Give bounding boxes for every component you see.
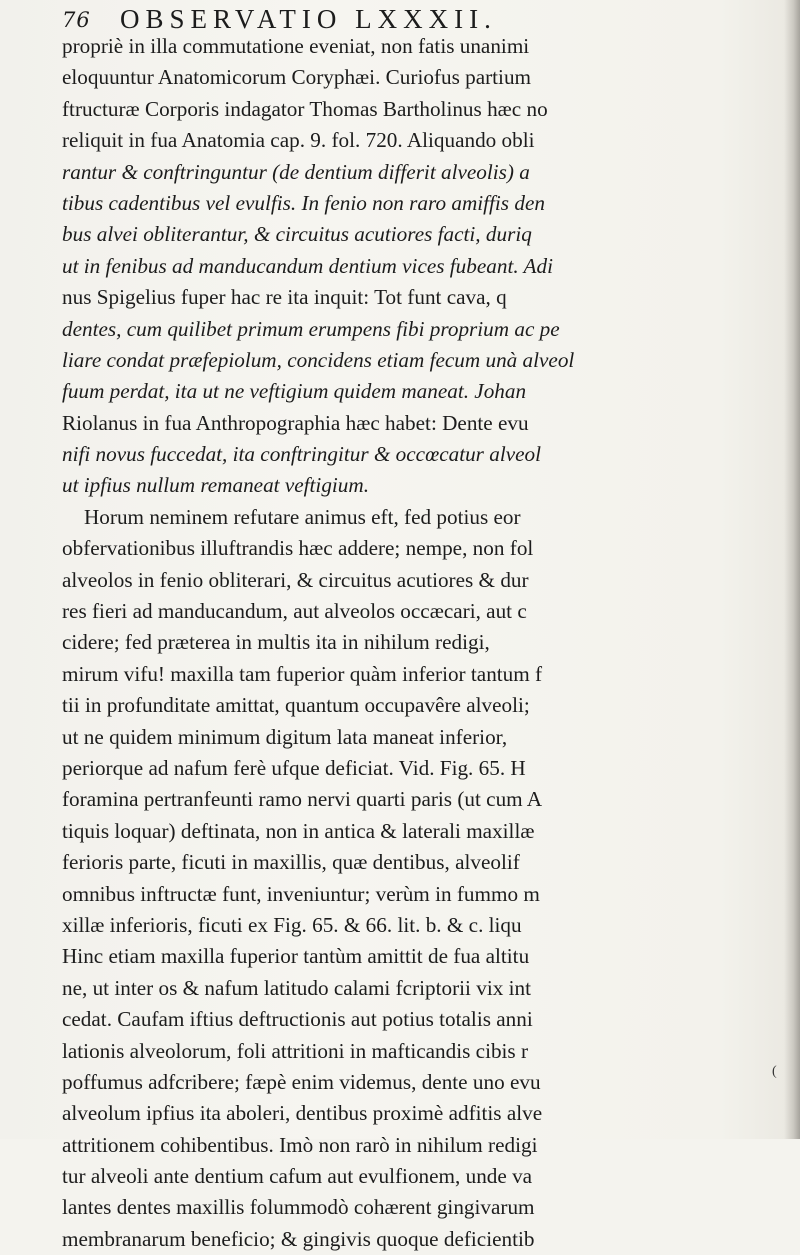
text-line: mirum vifu! maxilla tam fuperior quàm inferior tantum f — [62, 661, 543, 686]
text-line: membranarum beneficio; & gingivis quoque deficientib — [62, 1226, 535, 1251]
text-line: ftructuræ Corporis indagator Thomas Bartholinus hæc no — [62, 96, 548, 121]
text-line: cidere; fed præterea in multis ita in nihilum redigi, — [62, 630, 490, 655]
text-line: ferioris parte, ficuti in maxillis, quæ dentibus, alveolif — [62, 850, 520, 875]
text-line: dentes, cum quilibet primum erumpens fibi proprium ac pe — [62, 316, 560, 341]
text-line: ut in fenibus ad manducandum dentium vices fubeant. Adi — [62, 253, 553, 278]
text-line: propriè in illa commutatione eveniat, non fatis unanimi — [62, 34, 530, 58]
text-line: obfervationibus illuftrandis hæc addere; nempe, non fol — [62, 536, 534, 561]
text-line: lantes dentes maxillis folummodò cohærent gingivarum — [62, 1195, 535, 1220]
text-line: omnibus inftructæ funt, inveniuntur; verùm in fummo m — [62, 881, 540, 906]
text-line: eloquuntur Anatomicorum Coryphæi. Curiofus partium — [62, 65, 532, 90]
text-line: reliquit in fua Anatomia cap. 9. fol. 720. Aliquando obli — [62, 128, 535, 153]
text-line: fuum perdat, ita ut ne veftigium quidem maneat. Johan — [62, 379, 527, 404]
text-line: res fieri ad manducandum, aut alveolos occæcari, aut c — [62, 599, 527, 624]
text-line: nus Spigelius fuper hac re ita inquit: Tot funt cava, q — [62, 285, 507, 310]
text-line: ne, ut inter os & nafum latitudo calami fcriptorii vix int — [62, 975, 531, 1000]
text-line: Horum neminem refutare animus eft, fed potius eor — [84, 504, 521, 529]
catchword: ( — [772, 1064, 777, 1079]
text-line: tii in profunditate amittat, quantum occupavêre alveoli; — [62, 693, 530, 718]
text-line: alveolum ipfius ita aboleri, dentibus proximè adfitis alve — [62, 1101, 543, 1126]
binding-shadow — [784, 0, 800, 1139]
text-line: cedat. Caufam iftius deftructionis aut potius totalis anni — [62, 1007, 533, 1032]
page-number: 76 — [62, 8, 91, 32]
text-line: attritionem cohibentibus. Imò non rarò in nihilum redigi — [62, 1132, 538, 1157]
text-line: xillæ inferioris, ficuti ex Fig. 65. & 66. lit. b. & c. liqu — [62, 912, 522, 937]
text-line: Riolanus in fua Anthropographia hæc habet: Dente evu — [62, 410, 529, 435]
running-title: OBSERVATIO LXXXII. — [120, 4, 497, 34]
text-line: nifi novus fuccedat, ita conftringitur & occœcatur alveol — [62, 442, 541, 467]
text-line: tur alveoli ante dentium cafum aut evulfionem, unde va — [62, 1164, 533, 1189]
page-header — [56, 2, 786, 32]
text-line: foramina pertranfeunti ramo nervi quarti paris (ut cum A — [62, 787, 543, 812]
text-line: alveolos in fenio obliterari, & circuitus acutiores & dur — [62, 567, 529, 592]
body-text — [62, 31, 782, 1251]
text-line: lationis alveolorum, foli attritioni in mafticandis cibis r — [62, 1038, 529, 1063]
text-line: ut ne quidem minimum digitum lata maneat inferior, — [62, 724, 508, 749]
text-line: ut ipfius nullum remaneat veftigium. — [62, 473, 369, 498]
text-line: rantur & conftringuntur (de dentium differit alveolis) a — [62, 159, 530, 184]
text-line: bus alvei obliterantur, & circuitus acutiores facti, duriq — [62, 222, 532, 247]
text-line: poffumus adfcribere; fæpè enim videmus, dente uno evu — [62, 1069, 541, 1094]
text-line: Hinc etiam maxilla fuperior tantùm amittit de fua altitu — [62, 944, 530, 969]
text-line: tibus cadentibus vel evulfis. In fenio non raro amiffis den — [62, 190, 545, 215]
text-line: tiquis loquar) deftinata, non in antica & laterali maxillæ — [62, 818, 535, 843]
text-line: liare condat præfepiolum, concidens etiam fecum unà alveol — [62, 347, 575, 372]
text-line: periorque ad nafum ferè ufque deficiat. Vid. Fig. 65. H — [62, 755, 526, 780]
